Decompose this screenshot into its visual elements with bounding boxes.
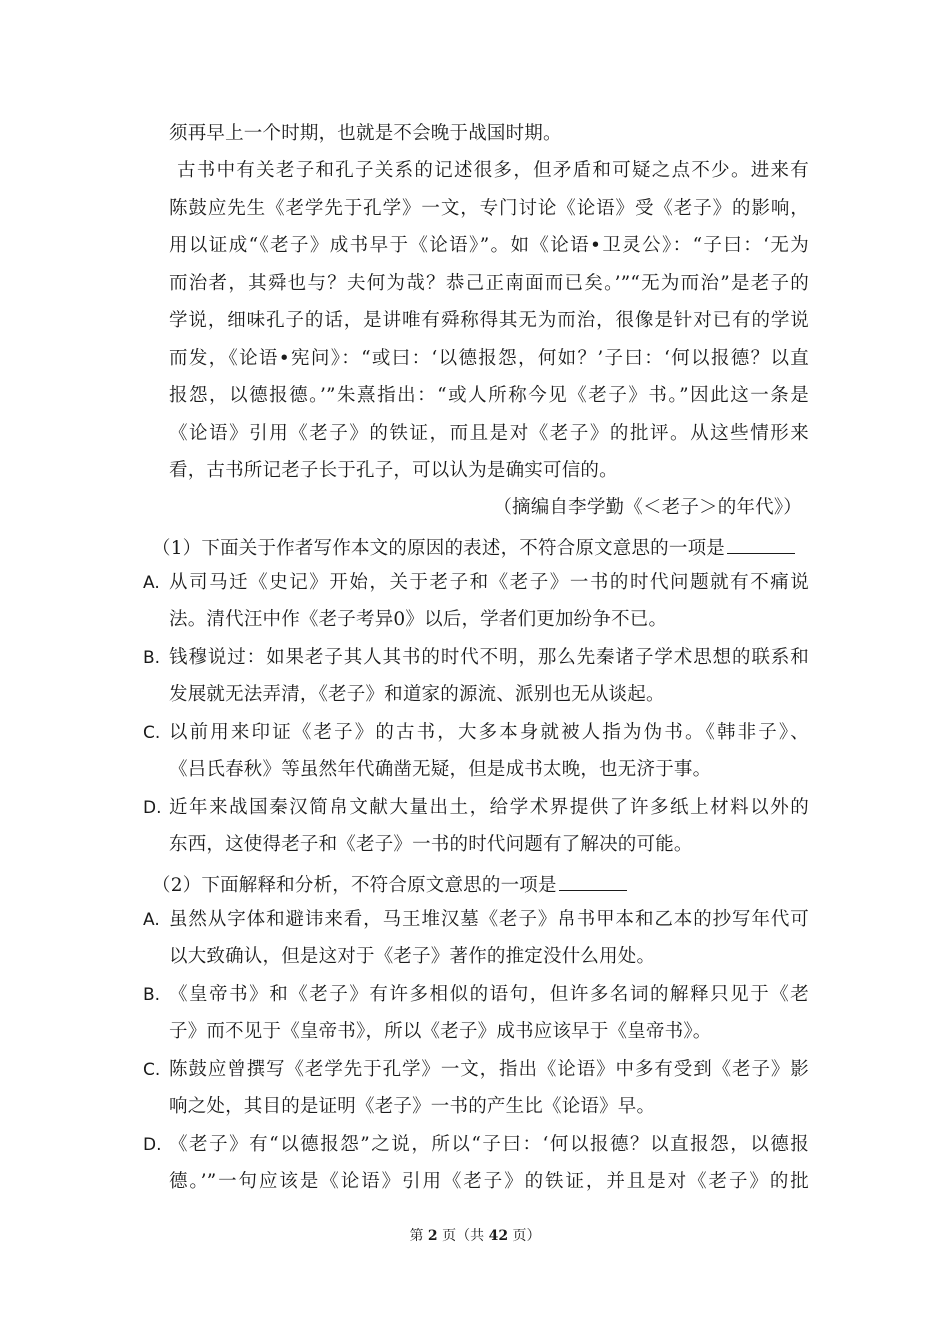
q2-option-b-line: 子》而不见于《皇帝书》，所以《老子》成书应该早于《皇帝书》。 xyxy=(169,1021,712,1042)
q1-option-a-line: 从司马迁《史记》开始，关于老子和《老子》一书的时代问题就有不痛说 xyxy=(169,572,809,593)
q2-option-d-line: 德。’”一句应该是《论语》引用《老子》的铁证，并且是对《老子》的批 xyxy=(169,1171,809,1192)
q1-option-c-line: 《吕氏春秋》等虽然年代确凿无疑，但是成书太晚，也无济于事。 xyxy=(169,759,712,780)
q1-option-a-line: 法。清代汪中作《老子考异0》以后，学者们更加纷争不已。 xyxy=(169,609,668,630)
question-2-stem xyxy=(152,870,627,899)
q1-option-d-line: 东西，这使得老子和《老子》一书的时代问题有了解决的可能。 xyxy=(169,834,693,855)
answer-blank[interactable] xyxy=(727,533,795,554)
passage-line: 《论语》引用《老子》的铁证，而且是对《老子》的批评。从这些情形来 xyxy=(169,423,809,444)
passage-line: 报怨，以德报德。’”朱熹指出：“或人所称今见《老子》书。”因此这一条是 xyxy=(169,385,809,406)
q2-option-a-line: 以大致确认，但是这对于《老子》著作的推定没什么用处。 xyxy=(169,946,656,967)
passage-line: 古书中有关老子和孔子关系的记述很多，但矛盾和可疑之点不少。进来有 xyxy=(177,160,809,181)
q2-option-c-line: 响之处，其目的是证明《老子》一书的产生比《论语》早。 xyxy=(169,1096,656,1117)
question-2-stem-text: （2）下面解释和分析，不符合原文意思的一项是 xyxy=(152,875,557,896)
q1-option-d-line: 近年来战国秦汉简帛文献大量出土，给学术界提供了许多纸上材料以外的 xyxy=(169,797,809,818)
passage-line: 须再早上一个时期，也就是不会晚于战国时期。 xyxy=(169,123,562,144)
q1-option-b-line: 发展就无法弄清，《老子》和道家的源流、派别也无从谈起。 xyxy=(169,684,665,705)
question-1-stem xyxy=(152,533,795,562)
page-footer xyxy=(0,1226,950,1246)
passage-line: 看，古书所记老子长于孔子，可以认为是确实可信的。 xyxy=(169,460,618,481)
q2-option-c-line: 陈鼓应曾撰写《老学先于孔学》一文，指出《论语》中多有受到《老子》影 xyxy=(169,1059,809,1080)
footer-suffix: 页） xyxy=(512,1228,541,1244)
passage-line: 学说，细味孔子的话，是讲唯有舜称得其无为而治，很像是针对已有的学说 xyxy=(169,310,809,331)
answer-blank[interactable] xyxy=(559,870,627,891)
q1-option-b-line: 钱穆说过：如果老子其人其书的时代不明，那么先秦诸子学术思想的联系和 xyxy=(169,647,809,668)
q1-option-b-letter: B. xyxy=(143,648,161,668)
q2-option-c-letter: C. xyxy=(143,1060,161,1080)
q2-option-d-line: 《老子》有“以德报怨”之说，所以“子曰：‘何以报德？以直报怨，以德报 xyxy=(169,1134,809,1155)
footer-mid: 页（共 xyxy=(442,1228,485,1244)
q1-option-a-letter: A. xyxy=(143,573,160,593)
q1-option-d-letter: D. xyxy=(143,798,162,818)
q2-option-a-line: 虽然从字体和避讳来看，马王堆汉墓《老子》帛书甲本和乙本的抄写年代可 xyxy=(169,909,809,930)
q2-option-a-letter: A. xyxy=(143,910,160,930)
passage-line: 用以证成“《老子》成书早于《论语》”。如《论语•卫灵公》：“子曰：‘无为 xyxy=(169,235,809,256)
q1-option-c-line: 以前用来印证《老子》的古书，大多本身就被人指为伪书。《韩非子》、 xyxy=(169,722,809,743)
passage-line: 而发，《论语•宪问》：“或曰：‘以德报怨，何如？’子曰：‘何以报德？以直 xyxy=(169,348,809,369)
q2-option-d-letter: D. xyxy=(143,1135,162,1155)
passage-source: （摘编自李学勤《＜老子＞的年代》） xyxy=(493,497,802,518)
footer-prefix: 第 xyxy=(409,1228,424,1244)
passage-line: 而治者，其舜也与？夫何为哉？恭己正南面而已矣。’”“无为而治”是老子的 xyxy=(169,273,809,294)
question-1-stem-text: （1）下面关于作者写作本文的原因的表述，不符合原文意思的一项是 xyxy=(152,538,725,559)
q2-option-b-line: 《皇帝书》和《老子》有许多相似的语句，但许多名词的解释只见于《老 xyxy=(169,984,809,1005)
footer-page-number: 2 xyxy=(427,1228,438,1244)
q2-option-b-letter: B. xyxy=(143,985,161,1005)
footer-total-pages: 42 xyxy=(488,1228,509,1244)
passage-line: 陈鼓应先生《老学先于孔学》一文，专门讨论《论语》受《老子》的影响， xyxy=(169,198,809,219)
q1-option-c-letter: C. xyxy=(143,723,161,743)
